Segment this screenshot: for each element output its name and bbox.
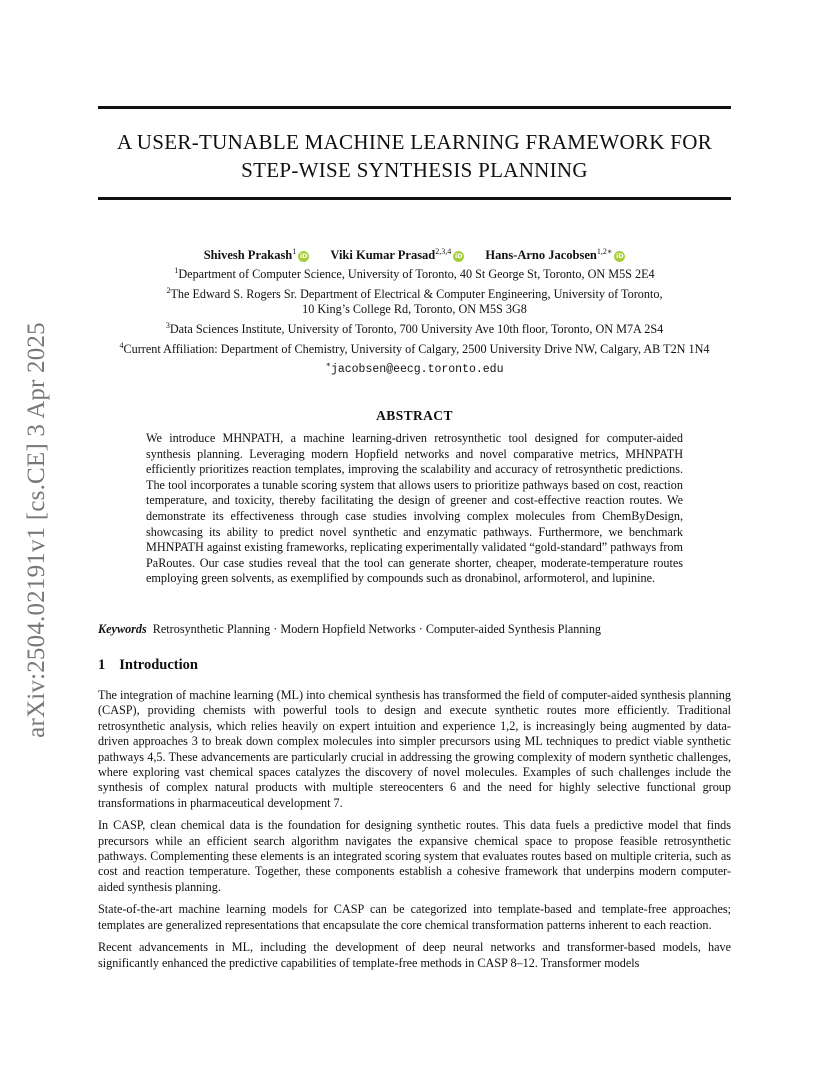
orcid-icon[interactable]: iD — [454, 252, 463, 261]
affiliation: $^2$The Edward S. Rogers Sr. Department of Electrical & Computer Engineering, University of Toronto, — [166, 285, 663, 301]
author: Hans-Arno Jacobsen$^{1,2∗}$iD — [485, 247, 624, 263]
keywords — [98, 622, 731, 637]
title-rule-top — [98, 106, 731, 109]
paragraph: In CASP, clean chemical data is the foundation for designing synthetic routes. This data fuels a predictive model that finds precursors while an efficient search algorithm navigates the expansive chemical space to propose feasible retrosynthetic pathways. Complementing these elements is an integrated scoring system that evaluates routes based on multiple criteria, such as cost and reaction temperature. Together, these components establish a cohesive framework that underpins modern computer-aided synthesis planning. — [98, 818, 731, 894]
title-line-1: A USER-TUNABLE MACHINE LEARNING FRAMEWORK FOR — [116, 130, 713, 154]
abstract-heading: ABSTRACT — [376, 408, 453, 423]
orcid-icon[interactable]: iD — [615, 252, 624, 261]
affiliation: $^1$Department of Computer Science, University of Toronto, 40 St George St, Toronto, ON M5S 2E4 — [174, 266, 655, 282]
paragraph: The integration of machine learning (ML) into chemical synthesis has transformed the field of computer-aided synthesis planning (CASP), providing chemists with powerful tools to design and execute synthetic routes more efficiently. Traditional retrosynthetic analysis, which relies heavily on expert intuition and experience 1,2, is increasingly being augmented by data-driven approaches 3 to break down complex molecules into simpler precursors using ML techniques to predict viable synthetic pathways 4,5. These advancements are particularly crucial in addressing the growing complexity of modern synthetic challenges, where exploring vast chemical spaces catalyzes the discovery of novel molecules. Examples of such challenges include the synthesis of complex natural products with multiple stereocenters 6 and the need for highly selective functional group transformations in pharmaceutical development 7. — [98, 688, 731, 810]
paragraph: State-of-the-art machine learning models for CASP can be categorized into template-based and template-free approaches; templates are generalized representations that encapsulate the core chemical transformation patterns inherent to each reaction. — [98, 902, 731, 932]
abstract-text: We introduce MHNPATH, a machine learning-driven retrosynthetic tool designed for computer-aided synthesis planning. Leveraging modern Hopfield networks and novel comparative metrics, MHNPATH efficiently prioritizes reaction templates, improving the scalability and accuracy of retrosynthetic predictions. The tool incorporates a tunable scoring system that allows users to prioritize pathways based on cost, reaction temperature, and toxicity, thereby facilitating the design of greener and cost-effective reaction routes. We demonstrate its effectiveness through case studies involving complex molecules from ChemByDesign, showcasing its ability to predict novel synthetic and enzymatic pathways. Furthermore, we benchmark MHNPATH against existing frameworks, replicating experimentally validated “gold-standard” pathways from PaRoutes. Our case studies reveal that the tool can generate shorter, cheaper, moderate-temperature routes employing green solvents, as exemplified by compounds such as dronabinol, arformoterol, and lupinine. — [146, 431, 684, 586]
affiliations — [98, 263, 731, 378]
author-list — [98, 247, 731, 263]
keywords-text: Retrosynthetic Planning · Modern Hopfield Networks · Computer-aided Synthesis Planning — [152, 622, 602, 636]
corresponding-email: ∗jacobsen@eecg.toronto.edu — [325, 360, 504, 377]
author: Viki Kumar Prasad$^{2,3,4}$iD — [330, 247, 463, 263]
section-number: 1 — [98, 657, 106, 673]
affiliation: $^4$Current Affiliation: Department of Chemistry, University of Calgary, 2500 University Drive NW, Calgary, AB T2N 1N4 — [119, 340, 710, 356]
affiliation-continued: 10 King’s College Rd, Toronto, ON M5S 3G8 — [302, 302, 527, 317]
section-title: Introduction — [119, 657, 198, 673]
paragraph: Recent advancements in ML, including the development of deep neural networks and transformer-based models, have significantly enhanced the predictive capabilities of template-free methods in CASP 8–12. Transformer models — [98, 940, 731, 970]
author: Shivesh Prakash$^1$iD — [203, 247, 308, 263]
title-rule-bottom — [98, 197, 731, 200]
affiliation: $^3$Data Sciences Institute, University of Toronto, 700 University Ave 10th floor, Toronto, ON M7A 2S4 — [165, 320, 664, 336]
orcid-icon[interactable]: iD — [299, 252, 308, 261]
paper-title — [98, 128, 731, 184]
section-heading — [98, 657, 198, 674]
arxiv-identifier: arXiv:2504.02191v1 [cs.CE] 3 Apr 2025 — [23, 322, 50, 738]
email-link[interactable]: jacobsen@eecg.toronto.edu — [330, 363, 504, 377]
keywords-label: Keywords — [98, 622, 147, 636]
body-text — [98, 688, 731, 978]
title-line-2: STEP-WISE SYNTHESIS PLANNING — [241, 158, 588, 182]
